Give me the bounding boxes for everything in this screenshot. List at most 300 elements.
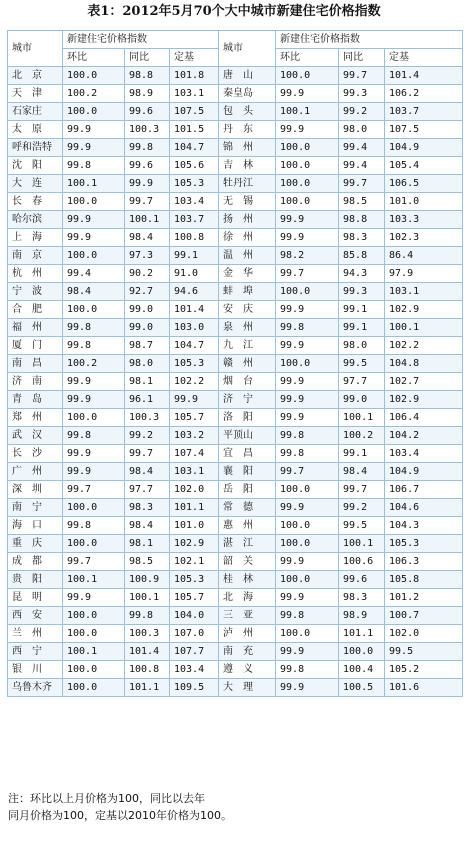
table-row bbox=[8, 661, 463, 679]
table-row bbox=[8, 139, 463, 157]
index-yoy-left: 97.3 bbox=[125, 247, 170, 265]
index-mom-right: 99.9 bbox=[276, 391, 339, 409]
index-base-left: 103.4 bbox=[170, 193, 219, 211]
city-name-right: 牡丹江 bbox=[219, 175, 276, 193]
table-row bbox=[8, 193, 463, 211]
index-yoy-right: 100.4 bbox=[339, 661, 385, 679]
index-yoy-left: 98.0 bbox=[125, 355, 170, 373]
index-mom-right: 99.9 bbox=[276, 373, 339, 391]
city-name-right: 襄 阳 bbox=[219, 463, 276, 481]
city-name-left: 南 京 bbox=[8, 247, 63, 265]
index-yoy-left: 98.1 bbox=[125, 535, 170, 553]
index-yoy-left: 99.0 bbox=[125, 319, 170, 337]
table-row bbox=[8, 553, 463, 571]
index-yoy-right: 99.7 bbox=[339, 481, 385, 499]
city-name-left: 昆 明 bbox=[8, 589, 63, 607]
index-base-right: 102.0 bbox=[385, 625, 463, 643]
city-name-right: 北 海 bbox=[219, 589, 276, 607]
header-base-right: 定基 bbox=[385, 49, 463, 67]
table-row bbox=[8, 121, 463, 139]
index-base-right: 104.9 bbox=[385, 463, 463, 481]
index-mom-left: 99.8 bbox=[63, 337, 125, 355]
index-yoy-left: 100.1 bbox=[125, 589, 170, 607]
index-mom-left: 100.0 bbox=[63, 193, 125, 211]
city-name-right: 无 锡 bbox=[219, 193, 276, 211]
table-row bbox=[8, 517, 463, 535]
index-mom-left: 100.0 bbox=[63, 247, 125, 265]
city-name-left: 深 圳 bbox=[8, 481, 63, 499]
index-base-left: 102.9 bbox=[170, 535, 219, 553]
index-yoy-left: 100.3 bbox=[125, 121, 170, 139]
index-yoy-right: 94.3 bbox=[339, 265, 385, 283]
index-mom-left: 100.2 bbox=[63, 85, 125, 103]
index-mom-left: 99.9 bbox=[63, 373, 125, 391]
index-yoy-left: 99.7 bbox=[125, 445, 170, 463]
index-yoy-right: 99.5 bbox=[339, 355, 385, 373]
index-yoy-right: 99.4 bbox=[339, 157, 385, 175]
index-mom-right: 100.0 bbox=[276, 535, 339, 553]
index-yoy-right: 99.3 bbox=[339, 85, 385, 103]
index-yoy-right: 98.5 bbox=[339, 193, 385, 211]
index-base-left: 103.2 bbox=[170, 427, 219, 445]
index-yoy-left: 99.0 bbox=[125, 301, 170, 319]
price-index-table bbox=[7, 30, 463, 697]
index-mom-left: 100.0 bbox=[63, 607, 125, 625]
table-row bbox=[8, 571, 463, 589]
index-base-left: 107.0 bbox=[170, 625, 219, 643]
index-mom-right: 100.0 bbox=[276, 355, 339, 373]
table-row bbox=[8, 535, 463, 553]
city-name-left: 北 京 bbox=[8, 67, 63, 85]
city-name-right: 丹 东 bbox=[219, 121, 276, 139]
table-row bbox=[8, 445, 463, 463]
index-base-right: 107.5 bbox=[385, 121, 463, 139]
city-name-right: 三 亚 bbox=[219, 607, 276, 625]
table-row bbox=[8, 103, 463, 121]
index-base-right: 102.7 bbox=[385, 373, 463, 391]
index-yoy-right: 99.4 bbox=[339, 139, 385, 157]
city-name-left: 呼和浩特 bbox=[8, 139, 63, 157]
index-base-right: 105.2 bbox=[385, 661, 463, 679]
index-mom-left: 100.1 bbox=[63, 643, 125, 661]
city-name-right: 蚌 埠 bbox=[219, 283, 276, 301]
index-yoy-left: 99.9 bbox=[125, 175, 170, 193]
table-row bbox=[8, 679, 463, 697]
index-mom-right: 99.9 bbox=[276, 643, 339, 661]
index-base-left: 101.5 bbox=[170, 121, 219, 139]
index-yoy-right: 97.7 bbox=[339, 373, 385, 391]
index-base-right: 104.3 bbox=[385, 517, 463, 535]
index-yoy-right: 99.1 bbox=[339, 319, 385, 337]
index-base-left: 103.7 bbox=[170, 211, 219, 229]
city-name-right: 徐 州 bbox=[219, 229, 276, 247]
table-row bbox=[8, 373, 463, 391]
header-group-left: 新建住宅价格指数 bbox=[63, 31, 219, 49]
table-row bbox=[8, 409, 463, 427]
index-mom-right: 100.0 bbox=[276, 193, 339, 211]
city-name-left: 西 宁 bbox=[8, 643, 63, 661]
index-mom-right: 99.7 bbox=[276, 463, 339, 481]
table-row bbox=[8, 499, 463, 517]
index-yoy-right: 98.8 bbox=[339, 211, 385, 229]
index-yoy-left: 99.6 bbox=[125, 103, 170, 121]
header-yoy-left: 同比 bbox=[125, 49, 170, 67]
index-base-right: 102.9 bbox=[385, 391, 463, 409]
table-row bbox=[8, 229, 463, 247]
index-base-right: 104.9 bbox=[385, 139, 463, 157]
index-base-left: 107.7 bbox=[170, 643, 219, 661]
index-mom-right: 99.9 bbox=[276, 121, 339, 139]
index-base-left: 105.3 bbox=[170, 571, 219, 589]
index-mom-left: 99.9 bbox=[63, 211, 125, 229]
index-yoy-left: 98.3 bbox=[125, 499, 170, 517]
index-yoy-right: 101.1 bbox=[339, 625, 385, 643]
index-mom-right: 98.2 bbox=[276, 247, 339, 265]
city-name-left: 西 安 bbox=[8, 607, 63, 625]
city-name-left: 哈尔滨 bbox=[8, 211, 63, 229]
city-name-left: 石家庄 bbox=[8, 103, 63, 121]
city-name-right: 南 充 bbox=[219, 643, 276, 661]
index-base-right: 103.4 bbox=[385, 445, 463, 463]
city-name-right: 平顶山 bbox=[219, 427, 276, 445]
city-name-left: 福 州 bbox=[8, 319, 63, 337]
index-mom-right: 100.0 bbox=[276, 139, 339, 157]
city-name-left: 海 口 bbox=[8, 517, 63, 535]
index-yoy-right: 98.3 bbox=[339, 229, 385, 247]
index-base-left: 100.8 bbox=[170, 229, 219, 247]
city-name-right: 九 江 bbox=[219, 337, 276, 355]
index-base-right: 105.4 bbox=[385, 157, 463, 175]
index-mom-left: 98.4 bbox=[63, 283, 125, 301]
index-yoy-left: 101.4 bbox=[125, 643, 170, 661]
index-base-left: 91.0 bbox=[170, 265, 219, 283]
index-base-left: 105.6 bbox=[170, 157, 219, 175]
city-name-left: 重 庆 bbox=[8, 535, 63, 553]
index-base-left: 109.5 bbox=[170, 679, 219, 697]
index-yoy-right: 99.7 bbox=[339, 67, 385, 85]
index-mom-left: 99.7 bbox=[63, 553, 125, 571]
index-yoy-right: 99.3 bbox=[339, 283, 385, 301]
index-base-right: 101.2 bbox=[385, 589, 463, 607]
index-yoy-right: 99.0 bbox=[339, 391, 385, 409]
city-name-right: 岳 阳 bbox=[219, 481, 276, 499]
index-base-left: 102.2 bbox=[170, 373, 219, 391]
city-name-left: 太 原 bbox=[8, 121, 63, 139]
index-yoy-left: 98.9 bbox=[125, 85, 170, 103]
city-name-right: 湛 江 bbox=[219, 535, 276, 553]
index-yoy-right: 85.8 bbox=[339, 247, 385, 265]
city-name-right: 唐 山 bbox=[219, 67, 276, 85]
index-base-left: 105.7 bbox=[170, 409, 219, 427]
table-row bbox=[8, 427, 463, 445]
index-base-right: 100.1 bbox=[385, 319, 463, 337]
city-name-left: 成 都 bbox=[8, 553, 63, 571]
table-row bbox=[8, 247, 463, 265]
table-row bbox=[8, 211, 463, 229]
index-mom-left: 99.8 bbox=[63, 517, 125, 535]
city-name-left: 武 汉 bbox=[8, 427, 63, 445]
table-row bbox=[8, 301, 463, 319]
city-name-right: 秦皇岛 bbox=[219, 85, 276, 103]
index-yoy-left: 100.3 bbox=[125, 625, 170, 643]
index-base-right: 106.4 bbox=[385, 409, 463, 427]
table-row bbox=[8, 481, 463, 499]
index-mom-right: 99.9 bbox=[276, 229, 339, 247]
index-mom-right: 99.8 bbox=[276, 607, 339, 625]
index-mom-right: 99.9 bbox=[276, 589, 339, 607]
index-yoy-right: 100.1 bbox=[339, 409, 385, 427]
table-row bbox=[8, 463, 463, 481]
index-base-left: 99.1 bbox=[170, 247, 219, 265]
index-yoy-left: 98.4 bbox=[125, 517, 170, 535]
index-yoy-right: 98.9 bbox=[339, 607, 385, 625]
index-yoy-left: 100.1 bbox=[125, 211, 170, 229]
header-mom-left: 环比 bbox=[63, 49, 125, 67]
index-yoy-right: 98.4 bbox=[339, 463, 385, 481]
index-mom-left: 99.9 bbox=[63, 139, 125, 157]
index-base-right: 104.8 bbox=[385, 355, 463, 373]
header-city-right: 城市 bbox=[219, 31, 276, 67]
index-yoy-left: 96.1 bbox=[125, 391, 170, 409]
index-yoy-right: 100.5 bbox=[339, 679, 385, 697]
index-mom-right: 99.8 bbox=[276, 319, 339, 337]
city-name-right: 安 庆 bbox=[219, 301, 276, 319]
city-name-left: 乌鲁木齐 bbox=[8, 679, 63, 697]
index-mom-left: 100.0 bbox=[63, 679, 125, 697]
index-yoy-right: 98.3 bbox=[339, 589, 385, 607]
table-row bbox=[8, 589, 463, 607]
index-mom-left: 100.0 bbox=[63, 67, 125, 85]
table-row bbox=[8, 175, 463, 193]
index-yoy-left: 100.8 bbox=[125, 661, 170, 679]
index-yoy-right: 99.7 bbox=[339, 175, 385, 193]
index-base-left: 104.0 bbox=[170, 607, 219, 625]
index-mom-left: 100.0 bbox=[63, 103, 125, 121]
city-name-left: 银 川 bbox=[8, 661, 63, 679]
city-name-right: 桂 林 bbox=[219, 571, 276, 589]
city-name-left: 广 州 bbox=[8, 463, 63, 481]
index-mom-right: 99.9 bbox=[276, 553, 339, 571]
index-mom-right: 99.9 bbox=[276, 85, 339, 103]
table-row bbox=[8, 319, 463, 337]
city-name-right: 泉 州 bbox=[219, 319, 276, 337]
index-mom-right: 100.0 bbox=[276, 571, 339, 589]
index-base-left: 103.0 bbox=[170, 319, 219, 337]
index-yoy-right: 100.6 bbox=[339, 553, 385, 571]
index-mom-right: 100.1 bbox=[276, 103, 339, 121]
header-base-left: 定基 bbox=[170, 49, 219, 67]
city-name-left: 贵 阳 bbox=[8, 571, 63, 589]
table-row bbox=[8, 643, 463, 661]
city-name-left: 厦 门 bbox=[8, 337, 63, 355]
city-name-left: 沈 阳 bbox=[8, 157, 63, 175]
city-name-right: 吉 林 bbox=[219, 157, 276, 175]
index-base-right: 102.9 bbox=[385, 301, 463, 319]
footnote bbox=[8, 790, 463, 824]
index-base-right: 103.7 bbox=[385, 103, 463, 121]
table-row bbox=[8, 337, 463, 355]
index-yoy-left: 98.5 bbox=[125, 553, 170, 571]
index-mom-right: 100.0 bbox=[276, 283, 339, 301]
index-yoy-right: 98.0 bbox=[339, 337, 385, 355]
index-mom-left: 100.0 bbox=[63, 499, 125, 517]
city-name-right: 济 宁 bbox=[219, 391, 276, 409]
table-row bbox=[8, 625, 463, 643]
index-base-right: 103.3 bbox=[385, 211, 463, 229]
header-yoy-right: 同比 bbox=[339, 49, 385, 67]
index-yoy-left: 90.2 bbox=[125, 265, 170, 283]
header-row-top bbox=[8, 31, 463, 49]
index-yoy-right: 100.1 bbox=[339, 535, 385, 553]
index-mom-right: 99.7 bbox=[276, 265, 339, 283]
index-mom-left: 99.8 bbox=[63, 427, 125, 445]
index-mom-left: 99.8 bbox=[63, 319, 125, 337]
city-name-right: 惠 州 bbox=[219, 517, 276, 535]
city-name-right: 金 华 bbox=[219, 265, 276, 283]
index-base-right: 99.5 bbox=[385, 643, 463, 661]
city-name-right: 温 州 bbox=[219, 247, 276, 265]
table-row bbox=[8, 391, 463, 409]
index-yoy-right: 100.0 bbox=[339, 643, 385, 661]
index-base-left: 101.1 bbox=[170, 499, 219, 517]
index-mom-right: 99.9 bbox=[276, 337, 339, 355]
index-mom-right: 99.8 bbox=[276, 445, 339, 463]
index-yoy-left: 101.1 bbox=[125, 679, 170, 697]
index-yoy-right: 98.0 bbox=[339, 121, 385, 139]
city-name-right: 扬 州 bbox=[219, 211, 276, 229]
city-name-right: 常 德 bbox=[219, 499, 276, 517]
index-yoy-left: 99.7 bbox=[125, 193, 170, 211]
index-mom-left: 99.9 bbox=[63, 445, 125, 463]
index-base-left: 101.4 bbox=[170, 301, 219, 319]
city-name-right: 烟 台 bbox=[219, 373, 276, 391]
index-base-left: 103.1 bbox=[170, 85, 219, 103]
index-base-right: 106.7 bbox=[385, 481, 463, 499]
index-yoy-left: 99.8 bbox=[125, 139, 170, 157]
city-name-left: 郑 州 bbox=[8, 409, 63, 427]
city-name-left: 南 昌 bbox=[8, 355, 63, 373]
index-mom-left: 99.9 bbox=[63, 391, 125, 409]
index-mom-right: 100.0 bbox=[276, 67, 339, 85]
index-yoy-left: 98.4 bbox=[125, 229, 170, 247]
city-name-right: 洛 阳 bbox=[219, 409, 276, 427]
index-yoy-right: 99.5 bbox=[339, 517, 385, 535]
city-name-right: 遵 义 bbox=[219, 661, 276, 679]
city-name-left: 长 沙 bbox=[8, 445, 63, 463]
index-mom-left: 100.0 bbox=[63, 661, 125, 679]
index-mom-left: 99.9 bbox=[63, 589, 125, 607]
city-name-left: 青 岛 bbox=[8, 391, 63, 409]
index-base-right: 104.2 bbox=[385, 427, 463, 445]
index-base-left: 101.0 bbox=[170, 517, 219, 535]
table-row bbox=[8, 85, 463, 103]
index-yoy-left: 98.1 bbox=[125, 373, 170, 391]
index-base-right: 100.7 bbox=[385, 607, 463, 625]
index-yoy-left: 92.7 bbox=[125, 283, 170, 301]
index-base-left: 107.5 bbox=[170, 103, 219, 121]
city-name-left: 天 津 bbox=[8, 85, 63, 103]
index-base-left: 94.6 bbox=[170, 283, 219, 301]
index-mom-right: 100.0 bbox=[276, 517, 339, 535]
header-city-left: 城市 bbox=[8, 31, 63, 67]
index-mom-right: 99.9 bbox=[276, 211, 339, 229]
index-base-right: 102.2 bbox=[385, 337, 463, 355]
index-base-left: 99.9 bbox=[170, 391, 219, 409]
index-base-left: 105.3 bbox=[170, 355, 219, 373]
index-base-right: 106.3 bbox=[385, 553, 463, 571]
index-mom-left: 100.0 bbox=[63, 625, 125, 643]
index-mom-right: 99.8 bbox=[276, 661, 339, 679]
index-mom-left: 99.9 bbox=[63, 121, 125, 139]
index-yoy-right: 99.1 bbox=[339, 301, 385, 319]
header-mom-right: 环比 bbox=[276, 49, 339, 67]
index-base-left: 103.4 bbox=[170, 661, 219, 679]
table-row bbox=[8, 67, 463, 85]
city-name-left: 杭 州 bbox=[8, 265, 63, 283]
index-mom-right: 100.0 bbox=[276, 481, 339, 499]
index-mom-left: 100.1 bbox=[63, 175, 125, 193]
footnote-line-1: 注：环比以上月价格为100，同比以去年 bbox=[8, 792, 205, 805]
index-yoy-right: 99.2 bbox=[339, 499, 385, 517]
city-name-right: 大 理 bbox=[219, 679, 276, 697]
city-name-left: 宁 波 bbox=[8, 283, 63, 301]
index-mom-right: 99.9 bbox=[276, 499, 339, 517]
index-base-left: 105.3 bbox=[170, 175, 219, 193]
index-mom-left: 100.2 bbox=[63, 355, 125, 373]
index-base-right: 97.9 bbox=[385, 265, 463, 283]
index-yoy-left: 97.7 bbox=[125, 481, 170, 499]
index-mom-right: 99.9 bbox=[276, 301, 339, 319]
index-yoy-left: 100.3 bbox=[125, 409, 170, 427]
index-yoy-left: 99.8 bbox=[125, 607, 170, 625]
index-base-right: 101.4 bbox=[385, 67, 463, 85]
city-name-left: 兰 州 bbox=[8, 625, 63, 643]
index-mom-left: 100.0 bbox=[63, 535, 125, 553]
index-base-left: 104.7 bbox=[170, 139, 219, 157]
city-name-left: 上 海 bbox=[8, 229, 63, 247]
city-name-right: 泸 州 bbox=[219, 625, 276, 643]
index-base-left: 102.1 bbox=[170, 553, 219, 571]
index-mom-right: 99.8 bbox=[276, 427, 339, 445]
city-name-left: 大 连 bbox=[8, 175, 63, 193]
index-mom-left: 99.9 bbox=[63, 229, 125, 247]
table-title: 表1：2012年5月70个大中城市新建住宅价格指数 bbox=[87, 4, 381, 19]
index-yoy-right: 99.1 bbox=[339, 445, 385, 463]
index-base-right: 106.2 bbox=[385, 85, 463, 103]
index-base-right: 101.0 bbox=[385, 193, 463, 211]
header-group-right: 新建住宅价格指数 bbox=[276, 31, 463, 49]
index-base-left: 103.1 bbox=[170, 463, 219, 481]
index-yoy-left: 100.9 bbox=[125, 571, 170, 589]
index-mom-left: 100.0 bbox=[63, 409, 125, 427]
index-base-left: 102.0 bbox=[170, 481, 219, 499]
index-yoy-right: 100.2 bbox=[339, 427, 385, 445]
city-name-left: 南 宁 bbox=[8, 499, 63, 517]
index-mom-right: 100.0 bbox=[276, 625, 339, 643]
city-name-left: 合 肥 bbox=[8, 301, 63, 319]
city-name-left: 济 南 bbox=[8, 373, 63, 391]
city-name-right: 宜 昌 bbox=[219, 445, 276, 463]
index-base-left: 107.4 bbox=[170, 445, 219, 463]
index-base-right: 101.6 bbox=[385, 679, 463, 697]
index-mom-left: 99.9 bbox=[63, 463, 125, 481]
table-row bbox=[8, 265, 463, 283]
index-base-right: 105.8 bbox=[385, 571, 463, 589]
index-base-left: 101.8 bbox=[170, 67, 219, 85]
index-yoy-left: 98.4 bbox=[125, 463, 170, 481]
table-row bbox=[8, 157, 463, 175]
index-yoy-left: 98.7 bbox=[125, 337, 170, 355]
